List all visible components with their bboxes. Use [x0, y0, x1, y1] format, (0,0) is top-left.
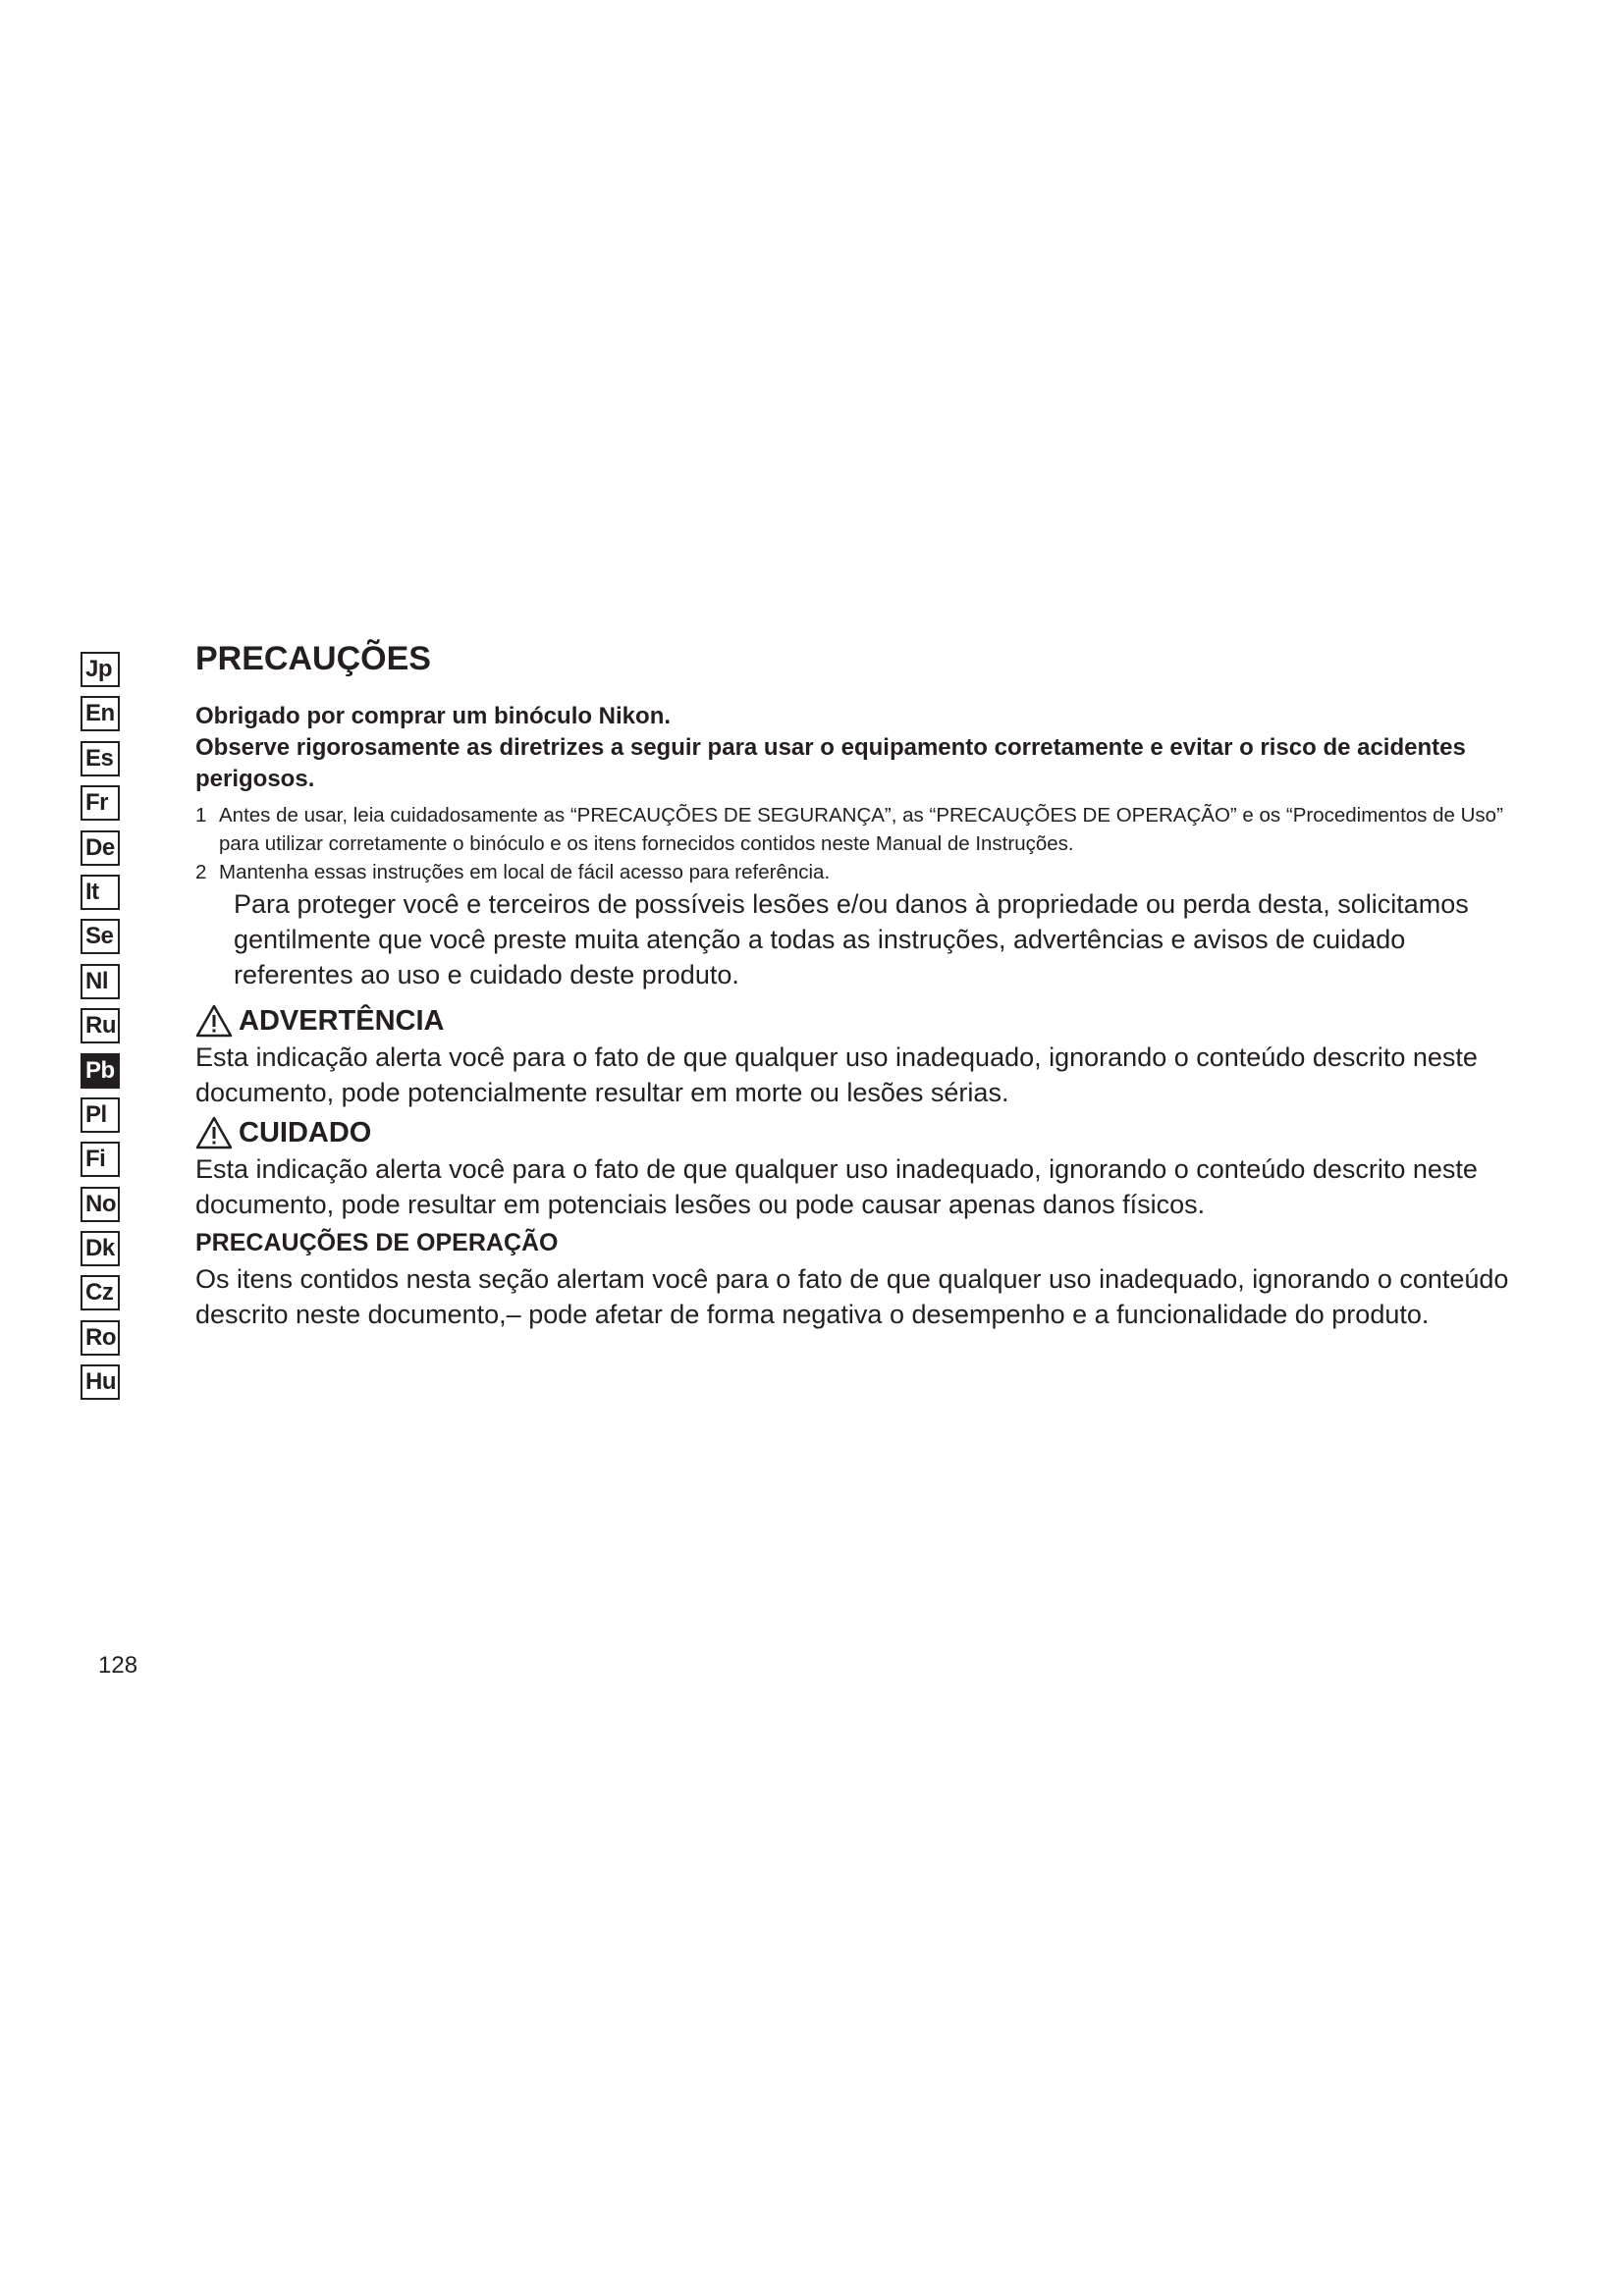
- list-number: 2: [195, 861, 207, 883]
- lang-tab-fi[interactable]: Fi: [81, 1142, 120, 1177]
- caution-heading: [195, 1114, 1511, 1151]
- warning-heading-text: ADVERTÊNCIA: [239, 1005, 445, 1037]
- lang-tab-es[interactable]: Es: [81, 741, 120, 776]
- protect-paragraph: Para proteger você e terceiros de possíveis lesões e/ou danos à propriedade ou perda desta, solicitamos gentilmente que você preste muita atenção a todas as instruções, advertências e avisos de cuidado referentes ao uso e cuidado deste produto.: [234, 889, 1469, 989]
- lang-tab-fr[interactable]: Fr: [81, 785, 120, 821]
- caution-heading-text: CUIDADO: [239, 1117, 372, 1148]
- lang-tab-cz[interactable]: Cz: [81, 1275, 120, 1310]
- caution-text: Esta indicação alerta você para o fato de que qualquer uso inadequado, ignorando o conteúdo descrito neste documento, pode resultar em potenciais lesões ou pode causar apenas danos físicos.: [195, 1154, 1478, 1219]
- lang-tab-jp[interactable]: Jp: [81, 652, 120, 687]
- warning-triangle-icon: [195, 1116, 233, 1149]
- list-item-text: Antes de usar, leia cuidadosamente as “PRECAUÇÕES DE SEGURANÇA”, as “PRECAUÇÕES DE OPERAÇÃO” e os “Procedimentos de Uso” para utilizar corretamente o binóculo e os itens fornecidos contidos neste Manual de Instruções.: [219, 804, 1503, 855]
- lang-tab-dk[interactable]: Dk: [81, 1231, 120, 1266]
- lang-tab-de[interactable]: De: [81, 830, 120, 866]
- operation-text: Os itens contidos nesta seção alertam você para o fato de que qualquer uso inadequado, ignorando o conteúdo descrito neste documento,– pode afetar de forma negativa o desempenho e a funcionalidade do produto.: [195, 1264, 1509, 1329]
- main-content: [195, 638, 1511, 1336]
- lang-tab-se[interactable]: Se: [81, 919, 120, 954]
- lang-tab-pl[interactable]: Pl: [81, 1097, 120, 1133]
- warning-heading: [195, 1002, 1511, 1040]
- lang-tab-pb[interactable]: Pb: [81, 1053, 120, 1089]
- lang-tab-nl[interactable]: Nl: [81, 964, 120, 999]
- lang-tab-hu[interactable]: Hu: [81, 1364, 120, 1400]
- list-number: 1: [195, 804, 207, 827]
- lang-tab-ru[interactable]: Ru: [81, 1008, 120, 1043]
- list-item: [195, 858, 1511, 886]
- warning-triangle-icon: [195, 1004, 233, 1038]
- lang-tab-it[interactable]: It: [81, 875, 120, 910]
- language-tabs: [81, 652, 120, 1410]
- intro-guidelines: Observe rigorosamente as diretrizes a seguir para usar o equipamento corretamente e evitar o risco de acidentes perigosos.: [195, 734, 1466, 792]
- warning-text: Esta indicação alerta você para o fato de que qualquer uso inadequado, ignorando o conteúdo descrito neste documento, pode potencialmente resultar em morte ou lesões sérias.: [195, 1042, 1478, 1107]
- lang-tab-no[interactable]: No: [81, 1187, 120, 1222]
- numbered-list: [195, 801, 1511, 886]
- lang-tab-ro[interactable]: Ro: [81, 1320, 120, 1356]
- operation-heading: PRECAUÇÕES DE OPERAÇÃO: [195, 1229, 559, 1256]
- list-item: [195, 801, 1511, 858]
- list-item-text: Mantenha essas instruções em local de fácil acesso para referência.: [219, 861, 831, 883]
- intro-thanks: Obrigado por comprar um binóculo Nikon.: [195, 703, 672, 729]
- page-number: 128: [98, 1652, 138, 1679]
- lang-tab-en[interactable]: En: [81, 696, 120, 731]
- page-title: PRECAUÇÕES: [195, 640, 431, 677]
